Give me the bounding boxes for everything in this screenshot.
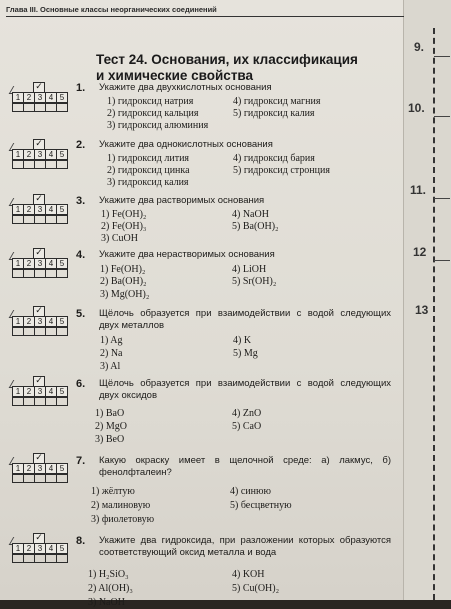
gutter-divider	[434, 198, 450, 199]
answer-numbers	[12, 543, 67, 554]
test-title	[96, 52, 396, 84]
question-number: 7.	[76, 455, 86, 467]
checkmark-icon: ✓	[33, 139, 45, 150]
answer-numbers	[12, 463, 67, 474]
answer-numbers	[12, 386, 67, 397]
answer-cell: 4	[45, 543, 57, 554]
answer-boxes[interactable]	[12, 397, 67, 406]
answer-cell: 1	[12, 204, 24, 215]
question-number: 4.	[76, 249, 86, 261]
question-text: Укажите два двухкислотных основания	[99, 82, 272, 93]
answer-boxes[interactable]	[12, 269, 67, 278]
question-text: Укажите два однокислотных основания	[99, 139, 273, 150]
question-text: Укажите два гидроксида, при разложении которых образуются соответствующий оксид металла и вода	[99, 535, 391, 558]
option: 2) Na	[100, 348, 123, 359]
answer-box[interactable]	[56, 160, 68, 169]
option: 1) Ag	[100, 335, 123, 346]
checkmark-icon: ✓	[33, 248, 45, 259]
gutter-number: 13	[415, 303, 429, 317]
option: 2) Fe(OH)₃	[101, 221, 147, 232]
checkmark-icon: ✓	[33, 533, 45, 544]
option: 4) K	[233, 335, 252, 346]
checkmark-icon: ✓	[33, 82, 45, 93]
option: 3) Al	[100, 361, 121, 372]
answer-cell: 3	[34, 258, 46, 269]
answer-grid[interactable]	[9, 250, 71, 272]
answer-numbers	[12, 316, 67, 327]
answer-boxes[interactable]	[12, 103, 67, 112]
option: 3) фиолетовую	[91, 514, 155, 525]
gutter-divider	[434, 260, 450, 261]
option: 3) CuOH	[101, 233, 138, 244]
option: 4) KOH	[232, 569, 265, 580]
answer-cell: 2	[23, 149, 35, 160]
option: 3) гидроксид алюминия	[107, 120, 209, 131]
answer-gutter	[403, 0, 451, 600]
option: 5) Mg	[233, 348, 258, 359]
question-text: Укажите два нерастворимых основания	[99, 249, 275, 260]
answer-cell: 3	[34, 386, 46, 397]
answer-boxes[interactable]	[12, 474, 67, 483]
gutter-divider	[434, 116, 450, 117]
option: 1) жёлтую	[91, 486, 135, 497]
option: 2) Ba(OH)₂	[100, 276, 147, 287]
question-number: 2.	[76, 139, 86, 151]
answer-cell: 2	[23, 386, 35, 397]
answer-cell: 1	[12, 92, 24, 103]
answer-cell: 1	[12, 149, 24, 160]
chapter-header: Глава III. Основные классы неорганических соединений	[6, 5, 404, 17]
answer-cell: 3	[34, 316, 46, 327]
option: 1) гидроксид лития	[107, 153, 190, 164]
option: 1) H₂SiO₃	[88, 569, 129, 580]
answer-cell: 1	[12, 316, 24, 327]
answer-cell: 4	[45, 386, 57, 397]
answer-cell: 5	[56, 149, 68, 160]
answer-cell: 2	[23, 463, 35, 474]
answer-cell: 3	[34, 149, 46, 160]
answer-cell: 2	[23, 543, 35, 554]
option: 3) BeO	[95, 434, 125, 445]
gutter-divider	[434, 56, 450, 57]
answer-cell: 5	[56, 386, 68, 397]
gutter-number: 10.	[408, 101, 425, 115]
answer-boxes[interactable]	[12, 327, 67, 336]
answer-grid[interactable]	[9, 141, 71, 163]
answer-grid[interactable]	[9, 378, 71, 400]
cut-line	[433, 28, 435, 600]
answer-cell: 4	[45, 204, 57, 215]
option: 5) гидроксид калия	[233, 108, 315, 119]
answer-cell: 5	[56, 543, 68, 554]
question-text: Какую окраску имеет в щелочной среде: а) лакмус, б) фенолфталеин?	[99, 455, 391, 478]
answer-box[interactable]	[56, 327, 68, 336]
option: 4) гидроксид бария	[233, 153, 315, 164]
answer-cell: 1	[12, 543, 24, 554]
option: 2) Al(OH)₃	[88, 583, 133, 594]
question-text: Щёлочь образуется при взаимодействии с водой следующих двух металлов	[99, 308, 391, 331]
option: 2) малиновую	[91, 500, 151, 511]
answer-cell: 5	[56, 92, 68, 103]
checkmark-icon: ✓	[33, 194, 45, 205]
question-number: 5.	[76, 308, 86, 320]
option: 5) бесцветную	[230, 500, 292, 511]
answer-cell: 3	[34, 463, 46, 474]
title-line: и химические свойства	[96, 68, 254, 83]
answer-cell: 4	[45, 149, 57, 160]
answer-numbers	[12, 204, 67, 215]
checkmark-icon: ✓	[33, 306, 45, 317]
answer-cell: 2	[23, 258, 35, 269]
answer-boxes[interactable]	[12, 160, 67, 169]
answer-cell: 1	[12, 463, 24, 474]
answer-cell: 2	[23, 316, 35, 327]
question-number: 6.	[76, 378, 86, 390]
answer-cell: 3	[34, 204, 46, 215]
checkmark-icon: ✓	[33, 376, 45, 387]
answer-cell: 4	[45, 92, 57, 103]
option: 5) Cu(OH)₂	[232, 583, 280, 594]
option: 2) гидроксид кальция	[107, 108, 199, 119]
answer-box[interactable]	[56, 269, 68, 278]
option: 1) гидроксид натрия	[107, 96, 194, 107]
answer-box[interactable]	[56, 215, 68, 224]
option: 1) BaO	[95, 408, 125, 419]
answer-numbers	[12, 92, 67, 103]
answer-cell: 5	[56, 258, 68, 269]
option: 2) MgO	[95, 421, 127, 432]
answer-cell: 4	[45, 463, 57, 474]
option: 5) Sr(OH)₂	[232, 276, 277, 287]
answer-cell: 5	[56, 463, 68, 474]
option: 1) Fe(OH)₂	[100, 264, 146, 275]
option: 5) гидроксид стронция	[233, 165, 330, 176]
option: 4) LiOH	[232, 264, 267, 275]
answer-cell: 3	[34, 543, 46, 554]
checkmark-icon: ✓	[33, 453, 45, 464]
title-line: Тест 24. Основания, их классификация	[96, 52, 358, 67]
answer-grid[interactable]	[9, 196, 71, 218]
option: 5) CaO	[232, 421, 262, 432]
answer-box[interactable]	[56, 103, 68, 112]
gutter-number: 12	[413, 245, 427, 259]
answer-grid[interactable]	[9, 308, 71, 330]
answer-cell: 2	[23, 204, 35, 215]
option: 4) синюю	[230, 486, 271, 497]
option: 4) NaOH	[232, 209, 269, 220]
option: 2) гидроксид цинка	[107, 165, 190, 176]
gutter-number: 9.	[414, 40, 425, 54]
question-text: Щёлочь образуется при взаимодействии с водой следующих двух оксидов	[99, 378, 391, 401]
answer-numbers	[12, 149, 67, 160]
answer-cell: 1	[12, 386, 24, 397]
answer-grid[interactable]	[9, 535, 71, 557]
answer-cell: 4	[45, 316, 57, 327]
option: 5) Ba(OH)₂	[232, 221, 279, 232]
gutter-number: 11.	[410, 183, 427, 197]
option: 4) гидроксид магния	[233, 96, 321, 107]
answer-boxes[interactable]	[12, 215, 67, 224]
answer-grid[interactable]	[9, 84, 71, 106]
option: 3) гидроксид калия	[107, 177, 189, 188]
answer-box[interactable]	[56, 397, 68, 406]
answer-grid[interactable]	[9, 455, 71, 477]
answer-cell: 4	[45, 258, 57, 269]
question-number: 8.	[76, 535, 86, 547]
option: 3) NaOH	[88, 597, 125, 608]
answer-boxes[interactable]	[12, 554, 67, 563]
answer-box[interactable]	[56, 554, 68, 563]
answer-cell: 5	[56, 316, 68, 327]
answer-cell: 1	[12, 258, 24, 269]
answer-cell: 5	[56, 204, 68, 215]
answer-box[interactable]	[56, 474, 68, 483]
answer-cell: 3	[34, 92, 46, 103]
option: 3) Mg(OH)₂	[100, 289, 150, 300]
option: 4) ZnO	[232, 408, 262, 419]
option: 1) Fe(OH)₂	[101, 209, 147, 220]
question-text: Укажите два растворимых основания	[99, 195, 265, 206]
question-number: 1.	[76, 82, 86, 94]
question-number: 3.	[76, 195, 86, 207]
answer-numbers	[12, 258, 67, 269]
answer-cell: 2	[23, 92, 35, 103]
